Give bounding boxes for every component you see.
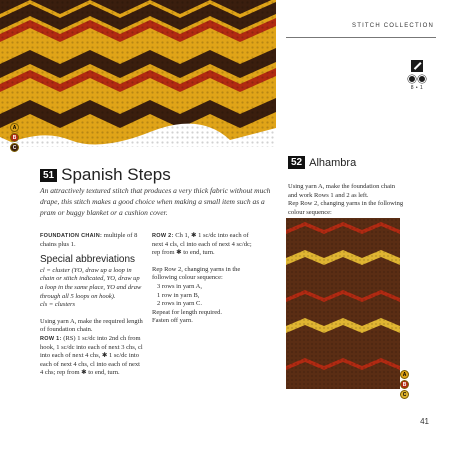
yarn-key-top (10, 123, 19, 153)
row-1-instruction: ROW 1: (RS) 1 sc/dc into 2nd ch from hook, 1 sc/dc into each of next 3 chs, cl into each of next 4 chs, ✱ 1 sc/dc into each of next 4 chs, cl into each of next 4 chs; rep from ✱ to end, turn. (40, 334, 143, 377)
page-number: 41 (420, 417, 429, 426)
stitch-title: Alhambra (309, 156, 357, 169)
crochet-hook-icon (411, 60, 423, 72)
alhambra-swatch-image (286, 218, 400, 389)
section-header-label: STITCH COLLECTION (352, 23, 435, 29)
stitch-title: Spanish Steps (61, 165, 171, 184)
row-2-instruction: ROW 2: Ch 1, ✱ 1 sc/dc into each of next 4 cls, cl into each of next 4 sc/dc; rep from ✱ to end, turn. (152, 232, 252, 257)
spanish-steps-swatch-image (0, 0, 276, 147)
stitch-51-intro: An attractively textured stitch that produces a very thick fabric without much drape, this stitch makes a good choice when making a small item such as a pram or buggy blanket or a cushion cover. (40, 186, 271, 217)
repeat-sequence-intro: Rep Row 2, changing yarns in the following colour sequence: (288, 200, 404, 216)
skill-indicator (405, 60, 429, 91)
yarn-ball-icon (418, 75, 426, 83)
stitch-51-title (40, 165, 171, 185)
stitch-number-badge: 51 (40, 169, 57, 182)
yarn-b-badge: B (400, 380, 409, 389)
yarn-c-badge: C (10, 143, 19, 152)
yarn-b-badge: B (10, 133, 19, 142)
sequence-item: 1 row in yarn B, (157, 291, 200, 299)
foundation-chain-para: FOUNDATION CHAIN: multiple of 8 chains plus 1. (40, 232, 138, 248)
using-yarn-text: Using yarn A, make the foundation chain and work Rows 1 and 2 as left. (288, 183, 396, 199)
yarn-c-badge: C (400, 390, 409, 399)
header-divider (286, 37, 436, 38)
stitch-51-column-2 (152, 232, 256, 326)
repeat-sequence-intro: Rep Row 2, changing yarns in the following colour sequence: (152, 265, 241, 282)
stitch-number-badge: 52 (288, 156, 305, 169)
repeat-length-text: Repeat for length required. (152, 308, 223, 316)
yarn-ball-icon (408, 75, 416, 83)
abbreviations-heading: Special abbreviations (40, 254, 136, 266)
sequence-item: 3 rows in yarn A, (157, 282, 202, 290)
fasten-off-text: Fasten off yarn. (152, 317, 193, 325)
stitch-52-title (288, 156, 356, 169)
yarn-a-instruction: Using yarn A, make the required length of foundation chain. (40, 317, 143, 334)
yarn-a-badge: A (10, 123, 19, 132)
abbr-cluster: cl = cluster (YO, draw up a loop in chain or stitch indicated, YO, draw up a loop in the same place, YO and draw through all 5 loops on hook). (40, 266, 142, 300)
sequence-item: 2 rows in yarn C. (157, 300, 202, 308)
yarn-a-badge: A (400, 370, 409, 379)
yarn-key-right (400, 370, 409, 400)
stitch-51-column-1 (40, 232, 144, 378)
skill-level-text: 8 • 1 (410, 85, 424, 91)
abbr-clusters: cls = clusters (40, 301, 76, 309)
